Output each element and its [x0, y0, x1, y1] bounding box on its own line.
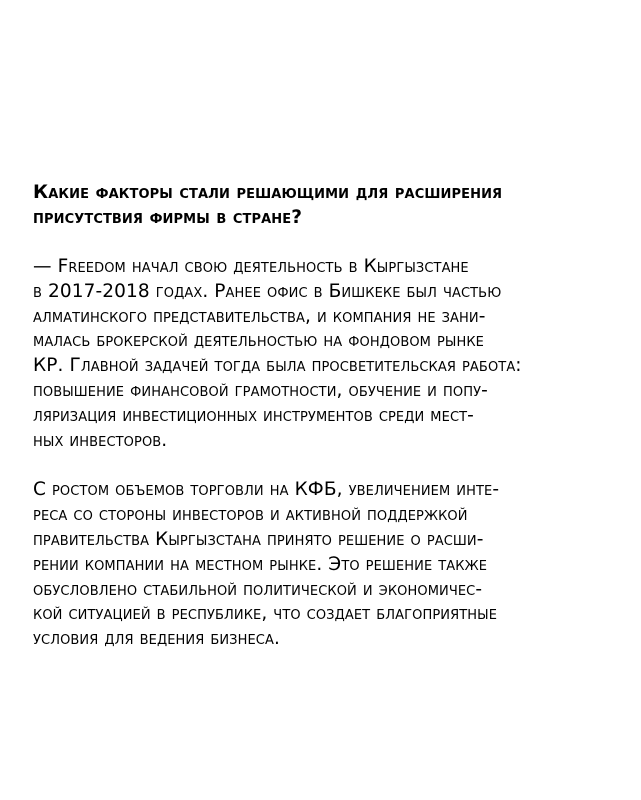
- interview-question: [33, 181, 633, 230]
- answer-line: повышение финансовой грамотности, обучение и попу-: [33, 379, 488, 401]
- answer-line: ных инвесторов.: [33, 429, 168, 451]
- answer-line: алматинского представительства, и компания не зани-: [33, 305, 486, 327]
- answer-line: малась брокерской деятельностью на фондовом рынке: [33, 330, 484, 352]
- answer-line: реса со стороны инвесторов и активной поддержкой: [33, 504, 468, 526]
- answer-line: рении компании на местном рынке. Это решение также: [33, 553, 488, 575]
- answer-line: С ростом объемов торговли на КФБ, увеличением инте-: [33, 479, 500, 501]
- answer-paragraph-2: [33, 478, 633, 652]
- answer-line: КР. Главной задачей тогда была просветительская работа:: [33, 355, 522, 377]
- answer-line: условия для ведения бизнеса.: [33, 628, 280, 650]
- question-text: [33, 181, 633, 230]
- answer-line: обусловлено стабильной политической и экономичес-: [33, 578, 483, 600]
- question-line: присутствия фирмы в стране?: [33, 206, 303, 228]
- answer-line: в 2017-2018 годах. Ранее офис в Бишкеке был частью: [33, 280, 502, 302]
- question-line: Какие факторы стали решающими для расширения: [33, 182, 503, 203]
- answer-line: правительства Кыргызстана принято решение о расши-: [33, 528, 484, 550]
- answer-line: кой ситуацией в республике, что создает благоприятные: [33, 603, 498, 625]
- answer-line: ляризация инвестиционных инструментов среди мест-: [33, 404, 474, 426]
- answer-line: — Freedom начал свою деятельность в Кыргызстане: [33, 256, 469, 277]
- interview-article: [33, 181, 633, 652]
- answer-paragraph-1: [33, 255, 633, 453]
